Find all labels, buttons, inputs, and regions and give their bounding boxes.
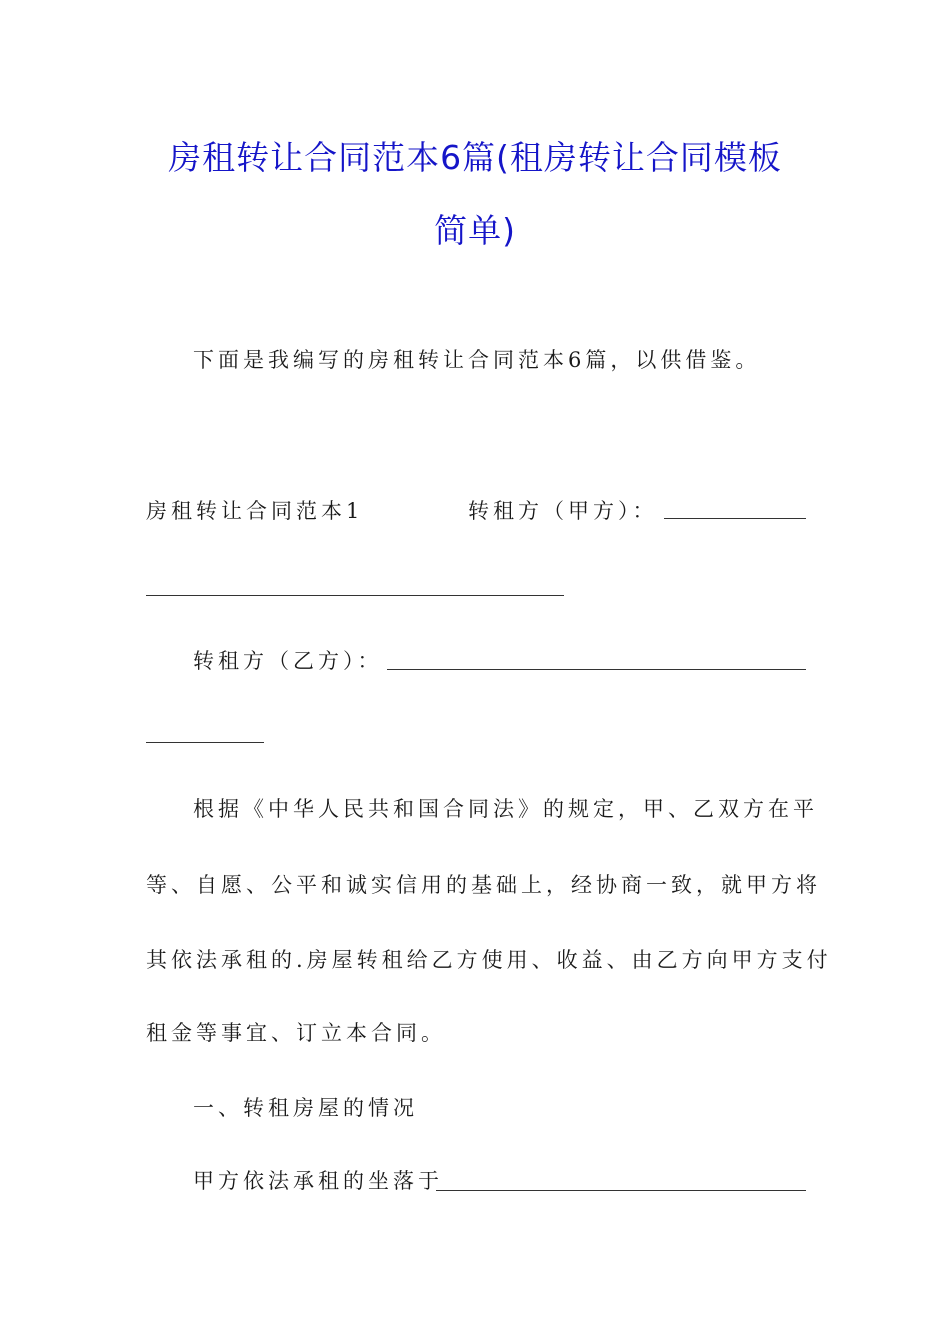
paragraph-line: 等、自愿、公平和诚实信用的基础上，经协商一致，就甲方将	[146, 873, 821, 897]
address-blank	[436, 1190, 806, 1191]
document-title-line2: 简单)	[434, 211, 516, 250]
party-b-blank	[387, 669, 806, 670]
party-b-label: 转租方（乙方）：	[193, 649, 383, 673]
party-b-blank-continued	[146, 742, 264, 743]
intro-paragraph: 下面是我编写的房租转让合同范本6篇，以供借鉴。	[193, 348, 761, 372]
party-a-blank-continued	[146, 595, 564, 596]
paragraph-line: 其依法承租的.房屋转租给乙方使用、收益、由乙方向甲方支付	[146, 948, 832, 972]
section1-text: 甲方依法承租的坐落于	[193, 1169, 443, 1193]
document-title-line1: 房租转让合同范本6篇(租房转让合同模板	[168, 138, 782, 177]
party-a-label: 转租方（甲方）：	[468, 499, 658, 523]
paragraph-line: 租金等事宜、订立本合同。	[146, 1021, 446, 1045]
paragraph-line: 根据《中华人民共和国合同法》的规定，甲、乙双方在平	[193, 797, 818, 821]
sample-heading: 房租转让合同范本1	[146, 499, 364, 523]
section1-heading: 一、转租房屋的情况	[193, 1096, 418, 1120]
party-a-blank	[664, 518, 806, 519]
